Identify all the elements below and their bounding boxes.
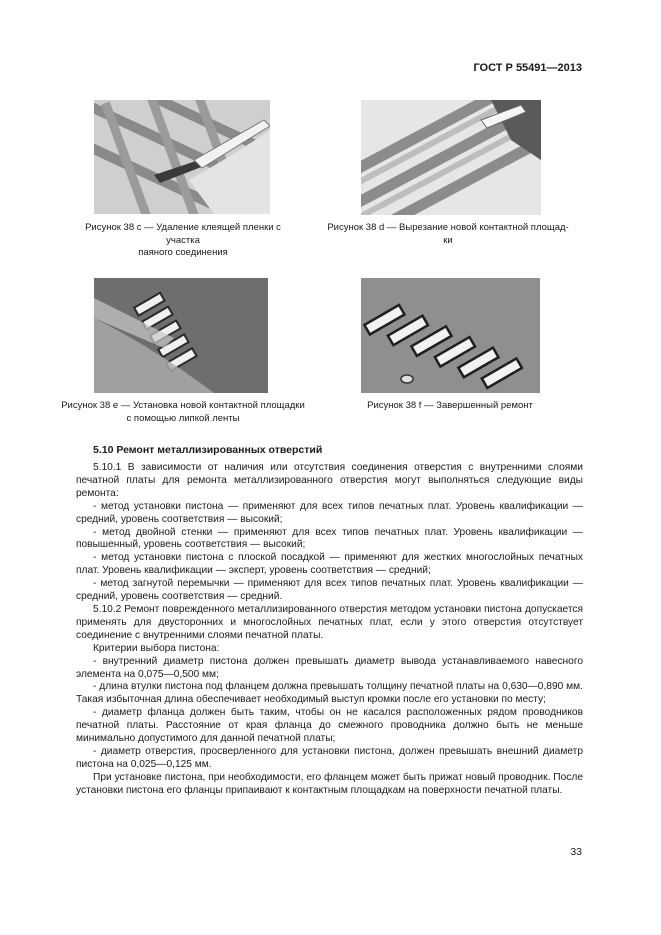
- caption-line: Рисунок 38 f — Завершенный ремонт: [367, 400, 533, 411]
- list-item: - длина втулки пистона под фланцем должна превышать толщину печатной платы на 0,630—0,890 мм. Такая избыточная длина обеспечивает необходимый выступ кромки после его установки по месту;: [76, 681, 583, 706]
- list-item: - метод установки пистона с плоской посадкой — применяют для жестких многослойных печатных плат. Уровень квалификации — эксперт, уровень соответствия — средний;: [76, 552, 583, 577]
- caption-line: с помощью липкой ленты: [126, 412, 240, 424]
- list-item: - диаметр фланца должен быть таким, чтобы он не касался расположенных рядом проводников печатной платы. Расстояние от края фланца до смежного проводника должно быть не меньше минимально допустимого для данной печатной платы;: [76, 707, 583, 745]
- section-heading: 5.10 Ремонт металлизированных отверстий: [93, 444, 323, 456]
- caption-line: Рисунок 38 e — Установка новой контактной площадки: [61, 400, 305, 411]
- caption-line: Рисунок 38 c — Удаление клеящей пленки с участка: [85, 222, 281, 246]
- photo-remove-adhesive-film: [94, 100, 270, 214]
- caption-line: Рисунок 38 d — Вырезание новой контактной площад-: [327, 222, 569, 233]
- standard-code: ГОСТ Р 55491—2013: [473, 62, 582, 74]
- page-number: 33: [570, 846, 582, 858]
- paragraph: 5.10.1 В зависимости от наличия или отсутствия соединения отверстия с внутренними слоями печатной платы для ремонта металлизированного отверстия могут выполняться следующие виды ремонта:: [76, 462, 583, 499]
- photo-cut-new-pad: [361, 100, 541, 215]
- list-item: - метод двойной стенки — применяют для всех типов печатных плат. Уровень квалификации — повышенный, уровень соответствия — высокий;: [76, 526, 583, 551]
- paragraph: При установке пистона, при необходимости, его фланцем может быть прижат новый проводник. После установки пистона его фланцы припаивают к контактным площадкам на поверхности печатной платы.: [76, 771, 583, 796]
- caption-line: паяного соединения: [138, 247, 228, 258]
- figure-caption-38d: [318, 222, 578, 247]
- list-item: - метод установки пистона — применяют для всех типов печатных плат. Уровень квалификации — средний, уровень соответствия — высокий;: [76, 500, 583, 525]
- photo-install-pad-with-tape: [94, 278, 268, 393]
- figure-caption-38c: [68, 222, 298, 260]
- list-item: - диаметр отверстия, просверленного для установки пистона, должен превышать внешний диаметр пистона на 0,025—0,125 мм.: [76, 745, 583, 770]
- photo-completed-repair: [361, 278, 540, 393]
- paragraph: 5.10.2 Ремонт поврежденного металлизированного отверстия методом установки пистона допускается применять для двусторонних и многослойных печатных плат, если у этого отверстия отсутствует соединение с внутренними слоями печатной платы.: [76, 603, 583, 641]
- figure-caption-38f: [345, 400, 555, 413]
- paragraph: Критерии выбора пистона:: [93, 642, 220, 654]
- list-item: - внутренний диаметр пистона должен превышать диаметр вывода устанавливаемого навесного элемента на 0,075—0,500 мм;: [76, 655, 583, 680]
- section-body: [76, 462, 583, 798]
- figure-caption-38e: [60, 400, 306, 425]
- caption-line: ки: [443, 234, 453, 246]
- list-item: - метод загнутой перемычки — применяют для всех типов печатных плат. Уровень квалификации — средний, уровень соответствия — средний.: [76, 578, 583, 603]
